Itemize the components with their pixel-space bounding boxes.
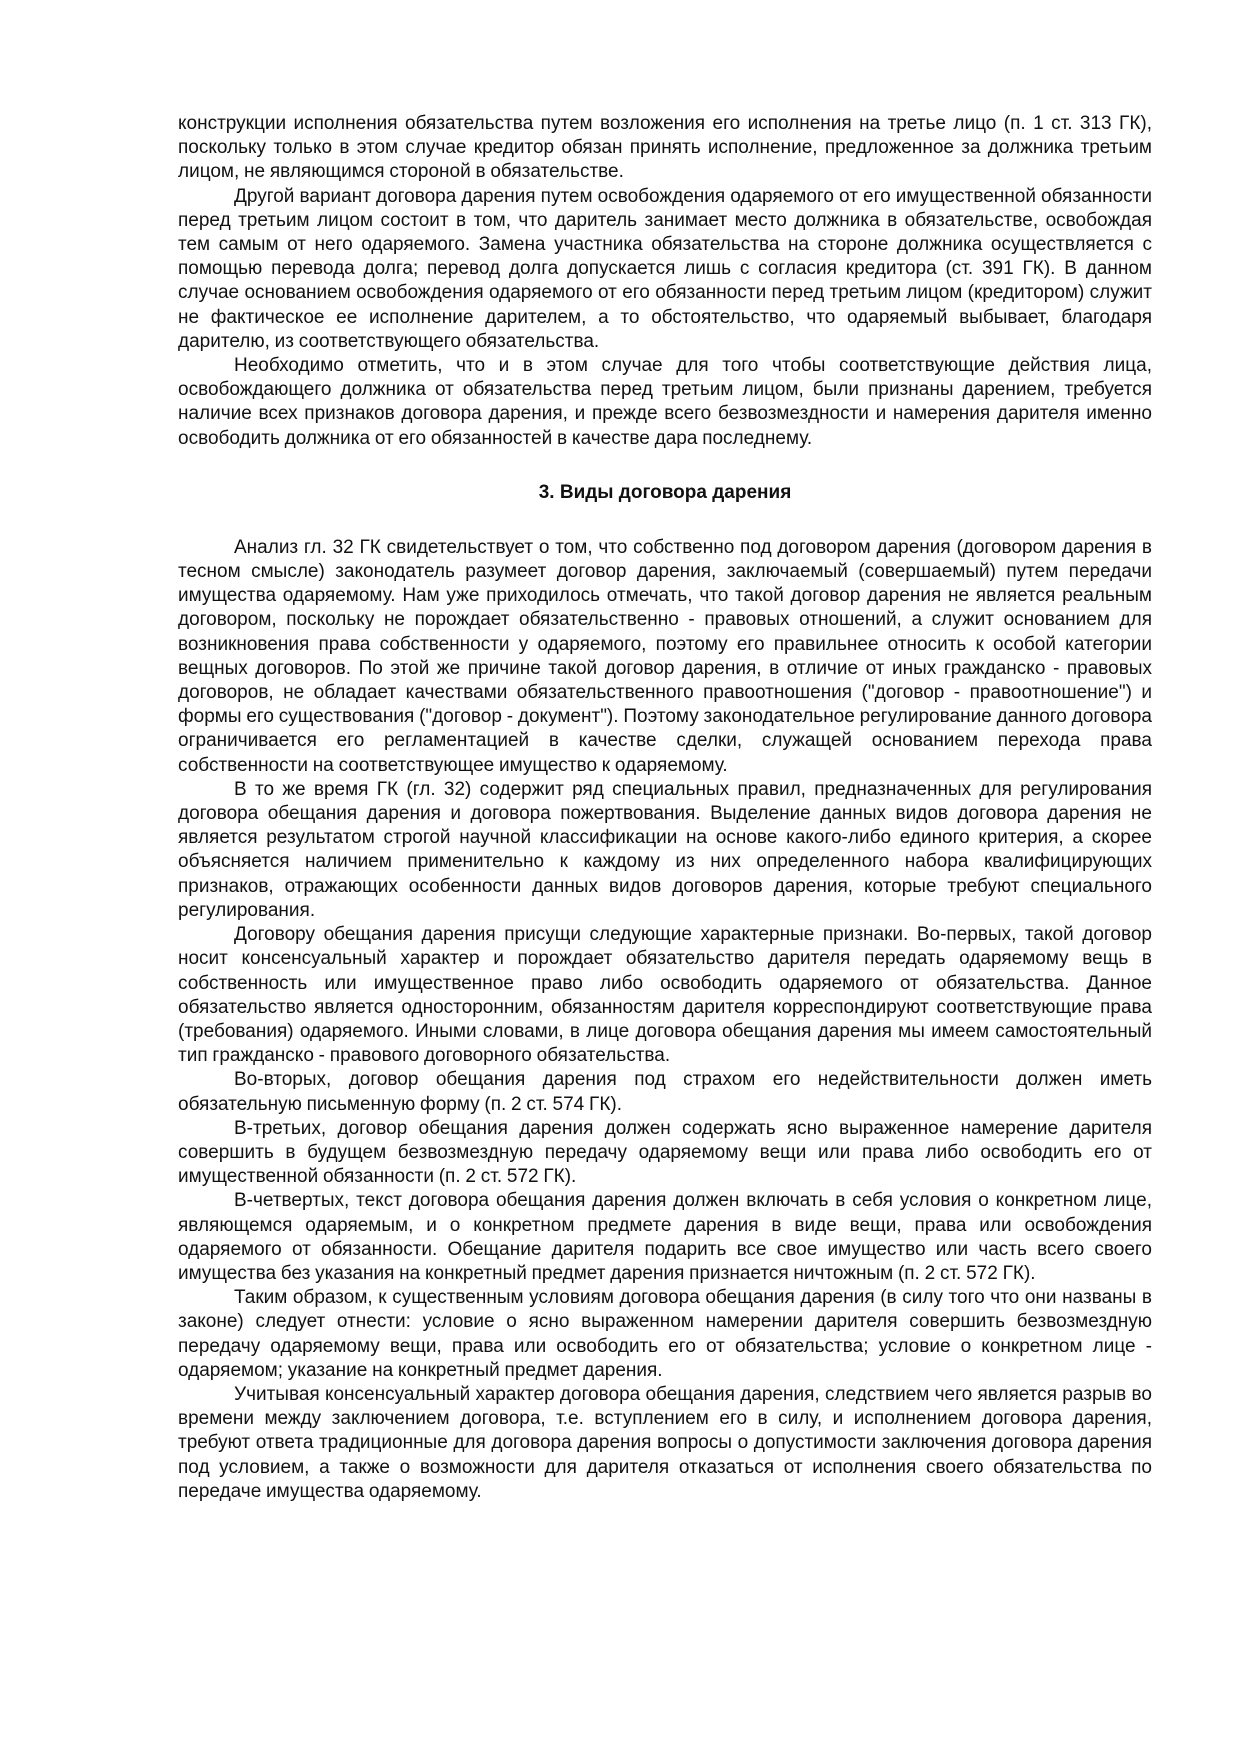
paragraph-continuation: конструкции исполнения обязательства путем возложения его исполнения на третье лицо (п. 1 ст. 313 ГК), поскольку только в этом случае кредитор обязан принять исполнение, предложенное за должника третьим лицом, не являющимся стороной в обязательстве. — [178, 113, 1152, 183]
paragraph: Анализ гл. 32 ГК свидетельствует о том, что собственно под договором дарения (договором дарения в тесном смысле) законодатель разумеет договор дарения, заключаемый (совершаемый) путем передачи имущества одаряемому. Нам уже приходилось отмечать, что такой договор дарения не является реальным договором, поскольку не порождает обязательственно - правовых отношений, а служит основанием для возникновения права собственности у одаряемого, поэтому его правильнее относить к особой категории вещных договоров. По этой же причине такой договор дарения, в отличие от иных гражданско - правовых договоров, не обладает качествами обязательственного правоотношения ("договор - правоотношение") и формы его существования ("договор - документ"). Поэтому законодательное регулирование данного договора ограничивается его регламентацией в качестве сделки, служащей основанием перехода права собственности на соответствующее имущество к одаряемому. — [178, 536, 1152, 776]
paragraph: Учитывая консенсуальный характер договора обещания дарения, следствием чего является разрыв во времени между заключением договора, т.е. вступлением его в силу, и исполнением договора дарения, требуют ответа традиционные для договора дарения вопросы о допустимости заключения договора дарения под условием, а также о возможности для дарителя отказаться от исполнения своего обязательства по передаче имущества одаряемому. — [178, 1383, 1152, 1502]
paragraph: Необходимо отметить, что и в этом случае для того чтобы соответствующие действия лица, освобождающего должника от обязательства перед третьим лицом, были признаны дарением, требуется наличие всех признаков договора дарения, и прежде всего безвозмездности и намерения дарителя именно освободить должника от его обязанностей в качестве дара последнему. — [178, 355, 1152, 449]
document-page — [178, 112, 1152, 1504]
paragraph: В то же время ГК (гл. 32) содержит ряд специальных правил, предназначенных для регулирования договора обещания дарения и договора пожертвования. Выделение данных видов договора дарения не является результатом строгой научной классификации на основе какого-либо единого критерия, а скорее объясняется наличием применительно к каждому из них определенного набора квалифицирующих признаков, отражающих особенности данных видов договоров дарения, которые требуют специального регулирования. — [178, 778, 1152, 921]
paragraph: В-третьих, договор обещания дарения должен содержать ясно выраженное намерение дарителя совершить в будущем безвозмездную передачу одаряемому вещи или права либо освободить его от имущественной обязанности (п. 2 ст. 572 ГК). — [178, 1117, 1152, 1188]
paragraph: Во-вторых, договор обещания дарения под страхом его недействительности должен иметь обязательную письменную форму (п. 2 ст. 574 ГК). — [178, 1069, 1152, 1115]
paragraph: Таким образом, к существенным условиям договора обещания дарения (в силу того что они названы в законе) следует отнести: условие о ясно выраженном намерении дарителя совершить безвозмездную передачу одаряемому вещи, права или освободить его от обязательства; условие о конкретном лице - одаряемом; указание на конкретный предмет дарения. — [178, 1287, 1152, 1381]
section-heading: 3. Виды договора дарения — [538, 481, 792, 503]
paragraph: В-четвертых, текст договора обещания дарения должен включать в себя условия о конкретном лице, являющемся одаряемым, и о конкретном предмете дарения в виде вещи, права или освобождения одаряемого от обязанности. Обещание дарителя подарить все свое имущество или часть всего своего имущества без указания на конкретный предмет дарения признается ничтожным (п. 2 ст. 572 ГК). — [178, 1190, 1152, 1284]
paragraph: Договору обещания дарения присущи следующие характерные признаки. Во-первых, такой договор носит консенсуальный характер и порождает обязательство дарителя передать одаряемому вещь в собственность или имущественное право либо освободить одаряемого от обязательства. Данное обязательство является односторонним, обязанностям дарителя корреспондируют соответствующие права (требования) одаряемого. Иными словами, в лице договора обещания дарения мы имеем самостоятельный тип гражданско - правового договорного обязательства. — [178, 924, 1152, 1067]
paragraph: Другой вариант договора дарения путем освобождения одаряемого от его имущественной обязанности перед третьим лицом состоит в том, что даритель занимает место должника в обязательстве, освобождая тем самым от него одаряемого. Замена участника обязательства на стороне должника осуществляется с помощью перевода долга; перевод долга допускается лишь с согласия кредитора (ст. 391 ГК). В данном случае основанием освобождения одаряемого от его обязанности перед третьим лицом (кредитором) служит не фактическое ее исполнение дарителем, а то обстоятельство, что одаряемый выбывает, благодаря дарителю, из соответствующего обязательства. — [178, 185, 1152, 352]
